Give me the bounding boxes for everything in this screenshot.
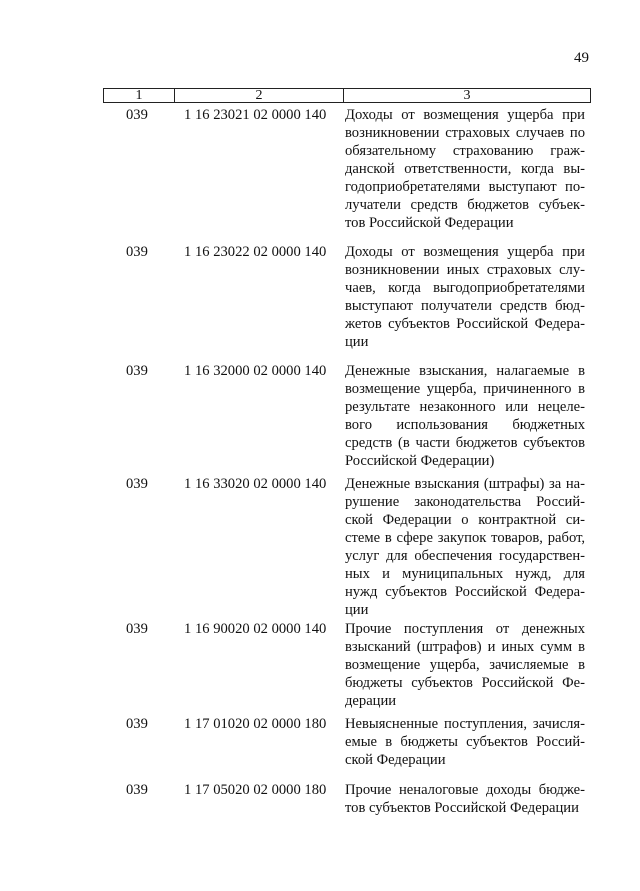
description-line: Прочие поступления от денежных bbox=[345, 621, 585, 637]
description-line: Российской Федерации) bbox=[345, 453, 495, 469]
description-line: жетов субъектов Российской Федера- bbox=[345, 316, 585, 332]
description-line: ской Федерации bbox=[345, 752, 446, 768]
admin-code: 039 bbox=[126, 716, 148, 732]
admin-code: 039 bbox=[126, 782, 148, 798]
description-line: емые в бюджеты субъектов Россий- bbox=[345, 734, 585, 750]
description-line: возникновении страховых случаев по bbox=[345, 125, 585, 141]
description-line: ции bbox=[345, 334, 369, 350]
admin-code: 039 bbox=[126, 107, 148, 123]
budget-code: 1 16 90020 02 0000 140 bbox=[184, 621, 327, 637]
description-line: стеме в сфере закупок товаров, работ, bbox=[345, 530, 585, 546]
description-line: данской ответственности, когда вы- bbox=[345, 161, 585, 177]
description bbox=[345, 243, 585, 351]
budget-code: 1 17 01020 02 0000 180 bbox=[184, 716, 327, 732]
description-line: результате незаконного или нецеле- bbox=[345, 399, 585, 415]
description-line: рушение законодательства Россий- bbox=[345, 494, 585, 510]
description-line: вого использования бюджетных bbox=[345, 417, 585, 433]
admin-code: 039 bbox=[126, 363, 148, 379]
description-line: взысканий (штрафов) и иных сумм в bbox=[345, 639, 585, 655]
description-line: возмещение ущерба, зачисляемые в bbox=[345, 657, 585, 673]
description bbox=[345, 106, 585, 232]
page-number: 49 bbox=[574, 50, 589, 66]
table-header bbox=[103, 88, 591, 103]
admin-code: 039 bbox=[126, 476, 148, 492]
description-line: Денежные взыскания (штрафы) за на- bbox=[345, 476, 585, 492]
description-line: средств (в части бюджетов субъектов bbox=[345, 435, 585, 451]
description-line: Доходы от возмещения ущерба при bbox=[345, 107, 585, 123]
description-line: Денежные взыскания, налагаемые в bbox=[345, 363, 585, 379]
budget-code: 1 17 05020 02 0000 180 bbox=[184, 782, 327, 798]
description bbox=[345, 715, 585, 769]
description-line: тов субъектов Российской Федерации bbox=[345, 800, 579, 816]
description-line: ской Федерации о контрактной си- bbox=[345, 512, 585, 528]
description-line: Прочие неналоговые доходы бюдже- bbox=[345, 782, 585, 798]
description-line: нужд субъектов Российской Федера- bbox=[345, 584, 585, 600]
description-line: тов Российской Федерации bbox=[345, 215, 514, 231]
description bbox=[345, 620, 585, 710]
description-line: ных и муниципальных нужд, для bbox=[345, 566, 585, 582]
description-line: обязательному страхованию граж- bbox=[345, 143, 585, 159]
description bbox=[345, 475, 585, 619]
description-line: лучатели средств бюджетов субъек- bbox=[345, 197, 585, 213]
admin-code: 039 bbox=[126, 244, 148, 260]
header-col-1: 1 bbox=[104, 89, 175, 102]
description-line: услуг для обеспечения государствен- bbox=[345, 548, 585, 564]
description-line: ции bbox=[345, 602, 369, 618]
description-line: чаев, когда выгодоприобретателями bbox=[345, 280, 585, 296]
description-line: бюджеты субъектов Российской Фе- bbox=[345, 675, 585, 691]
description bbox=[345, 781, 585, 817]
description bbox=[345, 362, 585, 470]
budget-code: 1 16 23021 02 0000 140 bbox=[184, 107, 327, 123]
description-line: Доходы от возмещения ущерба при bbox=[345, 244, 585, 260]
budget-code: 1 16 23022 02 0000 140 bbox=[184, 244, 327, 260]
description-line: Невыясненные поступления, зачисля- bbox=[345, 716, 585, 732]
admin-code: 039 bbox=[126, 621, 148, 637]
description-line: возмещение ущерба, причиненного в bbox=[345, 381, 585, 397]
budget-code: 1 16 32000 02 0000 140 bbox=[184, 363, 327, 379]
description-line: выступают получатели средств бюд- bbox=[345, 298, 585, 314]
header-col-2: 2 bbox=[175, 89, 344, 102]
description-line: возникновении иных страховых слу- bbox=[345, 262, 585, 278]
budget-code: 1 16 33020 02 0000 140 bbox=[184, 476, 327, 492]
description-line: годоприобретателями выступают по- bbox=[345, 179, 585, 195]
header-col-3: 3 bbox=[463, 88, 471, 103]
description-line: дерации bbox=[345, 693, 397, 709]
